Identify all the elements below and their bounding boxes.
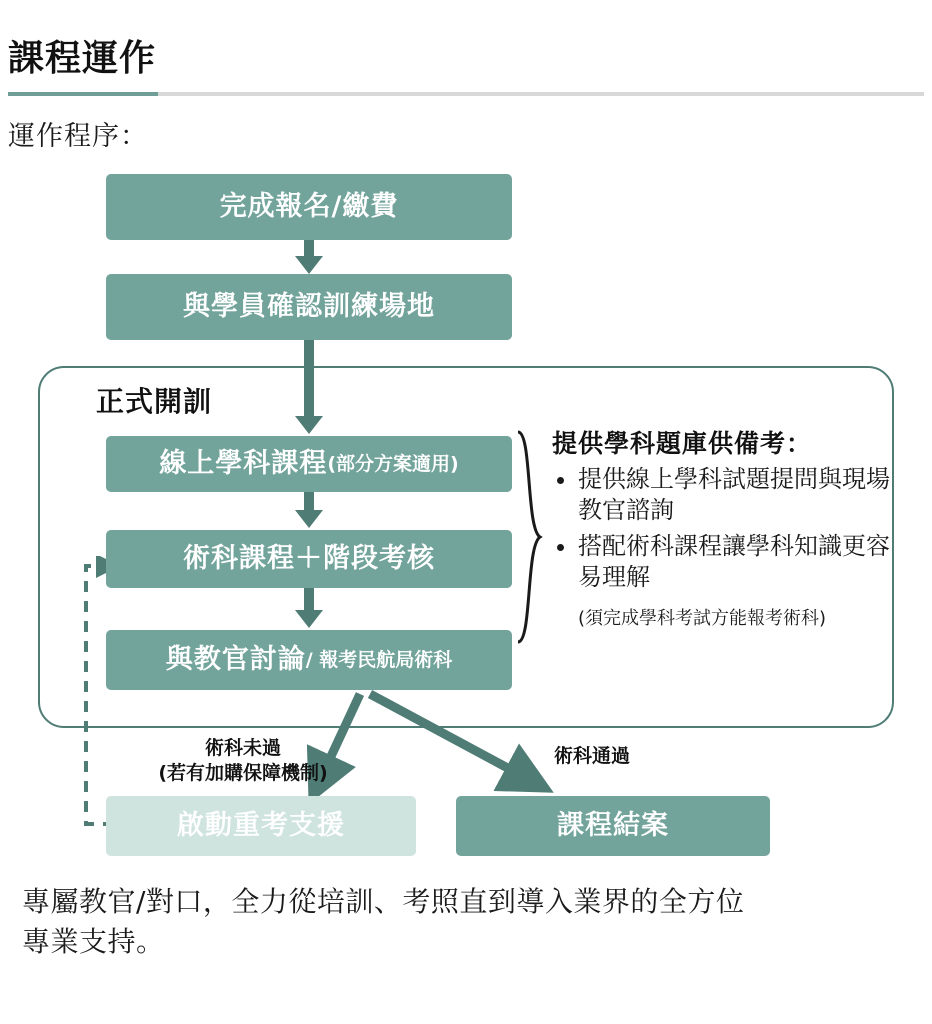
- branch-label-pass: 術科通過: [553, 745, 630, 767]
- notes-title: 提供學科題庫供備考：: [552, 429, 813, 458]
- flow-box-instructor-discussion[interactable]: [106, 630, 512, 690]
- title-divider-accent: [8, 92, 158, 96]
- flow-box-practical-course-label: 術科課程＋階段考核: [183, 543, 435, 575]
- arrow-venue-to-online: [304, 340, 314, 418]
- notes-list: [552, 464, 912, 599]
- flow-box-online-course-label: 線上學科課程: [159, 448, 328, 480]
- flow-box-course-completion-label: 課程結案: [557, 810, 669, 842]
- list-item: • 搭配術科課程讓學科知識更容易理解: [578, 531, 912, 592]
- flow-box-venue-label: 與學員確認訓練場地: [183, 291, 435, 323]
- footer-text: [22, 882, 912, 962]
- flow-box-retake-support-label: 啟動重考支援: [177, 810, 345, 842]
- flow-box-retake-support[interactable]: [106, 796, 416, 856]
- branch-label-fail-line2: (若有加購保障機制): [158, 761, 328, 784]
- flow-box-instructor-discussion-note: / 報考民航局術科: [305, 648, 453, 671]
- flow-box-course-completion[interactable]: [456, 796, 770, 856]
- flow-box-signup[interactable]: [106, 174, 512, 240]
- flow-box-venue[interactable]: [106, 274, 512, 340]
- footer-line-2: 專業支持。: [22, 924, 165, 958]
- retake-feedback-arrow: [78, 556, 118, 828]
- page-title: 課程運作: [8, 38, 157, 79]
- list-item: • 提供線上學科試題提問與現場教官諮詢: [578, 464, 912, 525]
- flow-box-signup-label: 完成報名/繳費: [219, 191, 399, 223]
- flow-box-instructor-discussion-label: 與教官討論: [165, 644, 306, 676]
- arrow-practice-to-discuss: [304, 588, 314, 612]
- section-subtitle: 運作程序：: [8, 121, 148, 152]
- arrow-online-to-practice: [304, 492, 314, 512]
- arrow-signup-to-venue: [304, 240, 314, 258]
- flow-box-online-course-note: (部分方案適用): [327, 452, 459, 475]
- training-group-label: 正式開訓: [96, 385, 213, 418]
- branch-label-fail: [118, 736, 368, 785]
- flow-box-online-course[interactable]: [106, 436, 512, 492]
- branch-label-fail-line1: 術科未過: [204, 737, 281, 759]
- notes-footnote: (須完成學科考試方能報考術科): [578, 608, 827, 629]
- flow-box-practical-course[interactable]: [106, 530, 512, 588]
- curly-brace-icon: [516, 430, 544, 644]
- footer-line-1: 專屬教官/對口，全力從培訓、考照直到導入業界的全方位: [22, 885, 745, 918]
